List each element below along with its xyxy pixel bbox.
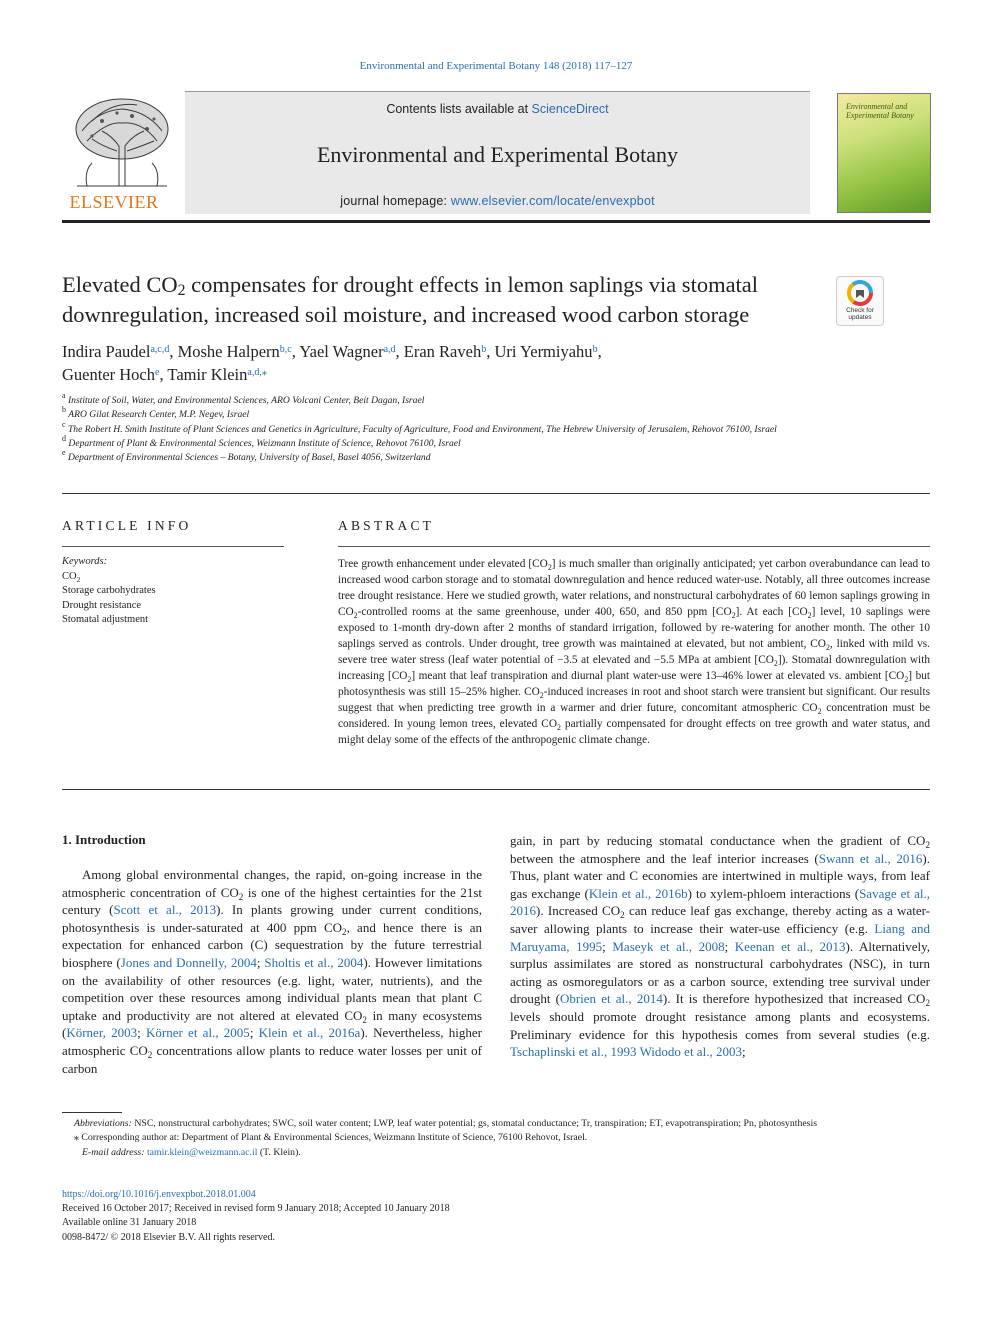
citation-link[interactable]: Scott et al., 2013 (113, 902, 217, 918)
publication-info (62, 1188, 930, 1245)
contents-line: Contents lists available at ScienceDirect (386, 102, 609, 116)
author-name[interactable]: Tamir Klein$^{a,d,⁎}$ (167, 365, 267, 384)
affiliation-item: $^e$ Department of Environmental Sciences – Botany, University of Basel, Basel 4056, Switzerland (62, 448, 431, 464)
journal-name[interactable]: Environmental and Experimental Botany (316, 142, 679, 167)
abstract-heading: ABSTRACT (338, 518, 435, 533)
author-name[interactable]: Indira Paudel$^{a,c,d}$ (62, 342, 170, 361)
citation-link[interactable]: Klein et al., 2016b (588, 885, 688, 901)
cover-title: Environmental and Experimental Botany (846, 102, 914, 120)
affiliation-item: $^b$ ARO Gilat Research Center, M.P. Negev, Israel (62, 405, 250, 421)
footnote-divider (62, 1112, 122, 1113)
abstract-divider (62, 789, 930, 790)
journal-cover-thumbnail[interactable] (837, 93, 931, 213)
affiliation-marker[interactable]: a,d (383, 344, 396, 355)
corresponding-author-footnote: ⁎ Corresponding author at: Department of Plant & Environmental Sciences, Weizmann Institute of Science, 76100 Rehovot, Israel. (74, 1132, 588, 1144)
affiliation-marker[interactable]: b (592, 344, 598, 355)
citation-link[interactable]: Maseyk et al., 2008 (612, 938, 725, 954)
check-updates-label: Check for updates (846, 307, 874, 321)
citation-link[interactable]: Körner, 2003 (66, 1025, 138, 1041)
affiliation-marker[interactable]: e (155, 367, 160, 378)
affiliation-marker[interactable]: b (481, 344, 487, 355)
email-footnote: E-mail address: tamir.klein@weizmann.ac.il (T. Klein). (82, 1146, 301, 1158)
copyright-line: 0098-8472/ © 2018 Elsevier B.V. All rights reserved. (62, 1231, 275, 1243)
masthead-divider (62, 220, 930, 223)
keyword-item: Storage carbohydrates (62, 585, 156, 596)
citation-link[interactable]: Keenan et al., 2013 (734, 938, 846, 954)
author-name[interactable]: Eran Raveh$^b$ (403, 342, 487, 361)
masthead-banner (185, 91, 810, 214)
affiliation-marker[interactable]: a,c,d (150, 344, 170, 355)
citation-link[interactable]: Körner et al., 2005 (146, 1025, 250, 1041)
citation-link[interactable]: Sholtis et al., 2004 (264, 954, 364, 970)
affiliation-item: $^d$ Department of Plant & Environmental Sciences, Weizmann Institute of Science, Rehovot 76100, Israel (62, 433, 461, 449)
abbreviations-footnote: Abbreviations: NSC, nonstructural carbohydrates; SWC, soil water content; LWP, leaf water potential; gs, stomatal conductance; Tr, transpiration; ET, evapotranspiration; Pn, photosynthesis (74, 1118, 818, 1129)
sciencedirect-link[interactable]: ScienceDirect (531, 102, 609, 116)
affiliation-item: $^a$ Institute of Soil, Water, and Environmental Sciences, ARO Volcani Center, Beit Dagan, Israel (62, 391, 425, 406)
author-name[interactable]: Moshe Halpern$^{b,c}$ (177, 342, 292, 361)
section-heading-introduction: 1. Introduction (62, 832, 146, 847)
citation-link[interactable]: Obrien et al., 2014 (559, 991, 663, 1007)
article-title: Elevated $CO_2$ compensates for drought effects in lemon saplings via stomatal downregulation, increased soil moisture, and increased wood carbon storage (62, 272, 759, 327)
received-dates: Received 16 October 2017; Received in revised form 9 January 2018; Accepted 10 January 2018 (62, 1203, 450, 1215)
author-name[interactable]: Guenter Hoch$^e$ (62, 365, 160, 384)
journal-citation[interactable]: Environmental and Experimental Botany 148 (2018) 117–127 (359, 60, 633, 72)
affiliation-marker[interactable]: b,c (279, 344, 292, 355)
keyword-item: Drought resistance (62, 599, 142, 611)
citation-link[interactable]: Liang and Maruyama, 1995 (510, 920, 930, 954)
available-online: Available online 31 January 2018 (62, 1217, 197, 1229)
affiliation-marker[interactable]: a,d,⁎ (247, 367, 267, 378)
keyword-item: Stomatal adjustment (62, 614, 149, 625)
footnotes (62, 1117, 930, 1160)
citation-link[interactable]: Swann et al., 2016 (818, 850, 923, 866)
keywords-block (62, 555, 292, 628)
homepage-line: journal homepage: www.elsevier.com/locate/envexpbot (340, 194, 655, 208)
abstract-rule (338, 546, 930, 547)
citation-link[interactable]: Klein et al., 2016a (258, 1025, 361, 1041)
author-list: Indira Paudel$^{a,c,d}$, Moshe Halpern$^{b,c}$, Yael Wagner$^{a,d}$, Eran Raveh$^b$, Uri Yermiyahu$^b$, Guenter Hoch$^e$, Tamir Klein$^{a,d,⁎}$ (62, 342, 602, 384)
citation-link[interactable]: Widodo et al., 2003 (639, 1044, 742, 1060)
check-updates-icon (847, 280, 873, 306)
keywords-label: Keywords: (62, 556, 108, 567)
body-column-right: gain, in part by reducing stomatal conductance when the gradient of $CO_2$ between the atmosphere and the leaf interior increases (Swann et al., 2016). Thus, plant water and C economies are intertwined in multiple ways, from leaf gas exchange (Klein et al., 2016b) to xylem-phloem interactions (Savage et al., 2016). Increased $CO_2$ can reduce leaf gas exchange, thereby acting as a water-saver allowing plants to increase their water-use efficiency (e.g. Liang and Maruyama, 1995; Maseyk et al., 2008; Keenan et al., 2013). Alternatively, surplus assimilates are stored as nonstructural carbohydrates (NSC), in turn acting as osmoregulators or as a carbon source, extending tree survival under drought (Obrien et al., 2014). It is therefore hypothesized that increased $CO_2$ levels should promote drought resistance among plants and ecosystems. Preliminary evidence for this hypothesis comes from several studies (e.g. Tschaplinski et al., 1993 Widodo et al., 2003; (510, 833, 930, 1060)
keyword-item: $CO_2$ (62, 570, 81, 584)
abstract-body: Tree growth enhancement under elevated $[CO_2]$ is much smaller than originally anticipated; yet carbon overabundance can lead to increased wood carbon storage and to stomatal downregulation and hence reduced water-use. Notably, all three outcomes increase tree drought resistance. Here we studied growth, water relations, and nonstructural carbohydrates of 60 lemon saplings growing in $CO_2$-controlled rooms at the same greenhouse, under 400, 650, and 850 ppm $[CO_2]$. At each $[CO_2]$ level, 10 saplings were exposed to 1-month dry-down after 2 months of standard irrigation, followed by re-watering for another month. The other 10 saplings served as controls. Under drought, tree growth was maintained at elevated, but not ambient, $CO_2$, linked with mild vs. severe tree water stress (leaf water potential of −3.5 at elevated and −5.5 MPa at ambient $[CO_2]$). Stomatal downregulation with increasing $[CO_2]$ meant that leaf transpiration and diurnal plant water-use were 13–46% lower at elevated vs. ambient $[CO_2]$ but photosynthesis was still 15–25% higher. $CO_2$-induced increases in root and shoot starch were transient but significant. Our results suggest that when predicting tree growth in a warmer and drier future, concomitant atmospheric $CO_2$ concentration must be considered. In young lemon trees, elevated $CO_2$ partially compensated for drought effects on tree growth and water status, and might delay some of the effects of the anthropogenic climate change. (338, 558, 931, 746)
author-name[interactable]: Uri Yermiyahu$^b$ (494, 342, 598, 361)
body-column-left: Among global environmental changes, the rapid, on-going increase in the atmospheric concentration of $CO_2$ is one of the highest certainties for the 21st century (Scott et al., 2013). In plants growing under current conditions, photosynthesis is under-saturated at 400 ppm $CO_2$, and hence there is an expectation for enhanced carbon (C) sequestration by the future terrestrial biosphere (Jones and Donnelly, 2004; Sholtis et al., 2004). However limitations on the availability of other resources (e.g. light, water, nutrients), and the competition over these resources among individual plants mean that plant C uptake and productivity are not altered at elevated $CO_2$ in many ecosystems (Körner, 2003; Körner et al., 2005; Klein et al., 2016a). Nevertheless, higher atmospheric $CO_2$ concentrations allow plants to reduce water losses per unit of carbon (62, 867, 483, 1076)
affiliation-item: $^c$ The Robert H. Smith Institute of Plant Sciences and Genetics in Agriculture, Faculty of Agriculture, Food and Environment, The Hebrew University of Jerusalem, Rehovot 76100, Israel (62, 419, 777, 435)
homepage-link[interactable]: www.elsevier.com/locate/envexpbot (450, 194, 655, 208)
check-for-updates-button[interactable] (836, 276, 884, 326)
author-name[interactable]: Yael Wagner$^{a,d}$ (299, 342, 396, 361)
citation-link[interactable]: Savage et al., 2016 (510, 885, 930, 919)
journal-masthead (62, 91, 930, 221)
affiliations (62, 391, 822, 465)
article-info-heading: ARTICLE INFO (62, 518, 192, 533)
doi-link[interactable]: https://doi.org/10.1016/j.envexpbot.2018.01.004 (62, 1189, 256, 1200)
publisher-logo-text: ELSEVIER (69, 192, 159, 212)
header-divider (62, 493, 930, 494)
email-link[interactable]: tamir.klein@weizmann.ac.il (146, 1146, 258, 1158)
article-info-rule (62, 546, 284, 547)
citation-link[interactable]: Jones and Donnelly, 2004 (120, 954, 257, 970)
citation-link[interactable]: Tschaplinski et al., 1993 (510, 1044, 637, 1060)
